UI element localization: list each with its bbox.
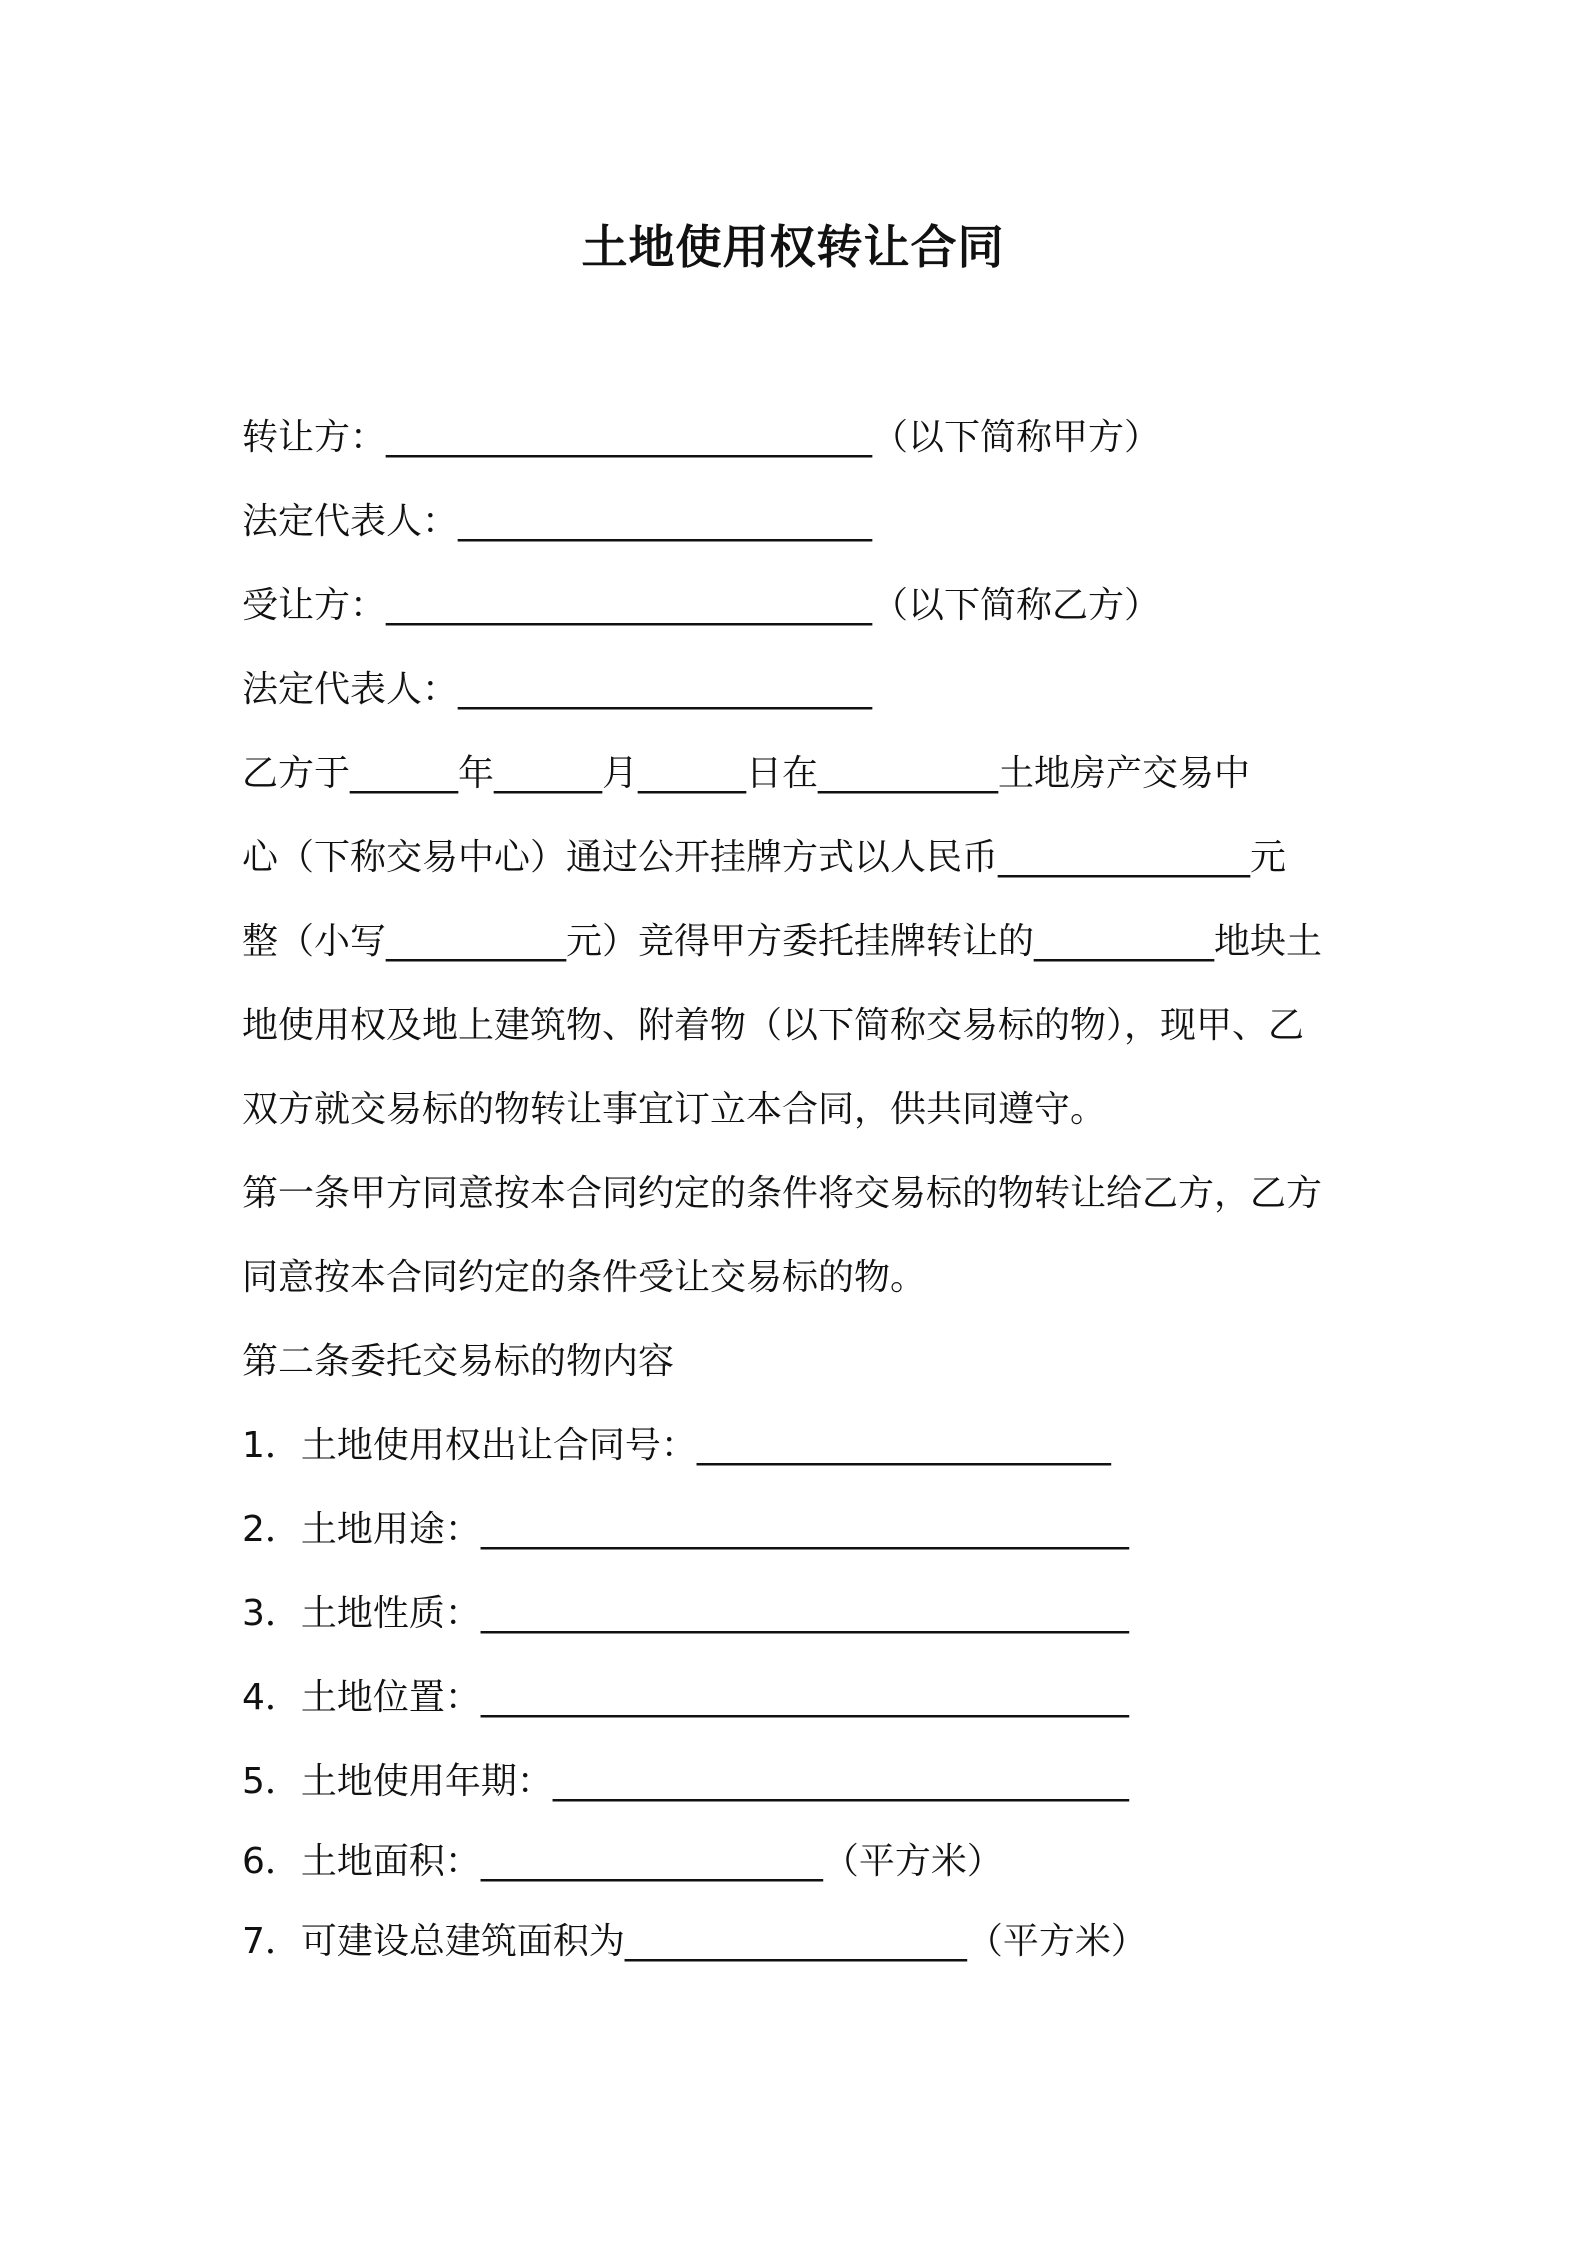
- item-5-land-term: 5．土地使用年期：________________________________: [242, 1761, 1129, 1802]
- preamble-line-1: 乙方于______年______月______日在__________土地房产交易中: [242, 753, 1251, 794]
- article-2-heading: 第二条委托交易标的物内容: [242, 1341, 675, 1382]
- item-6-land-area: 6．土地面积：___________________（平方米）: [242, 1841, 1003, 1882]
- item-3-land-nature: 3．土地性质：____________________________________: [242, 1593, 1129, 1634]
- item-2-land-use: 2．土地用途：____________________________________: [242, 1509, 1129, 1550]
- article-1-line-1: 第一条甲方同意按本合同约定的条件将交易标的物转让给乙方，乙方: [242, 1173, 1323, 1214]
- preamble-line-5: 双方就交易标的物转让事宜订立本合同，供共同遵守。: [242, 1089, 1107, 1130]
- item-1-contract-number: 1．土地使用权出让合同号：_______________________: [242, 1425, 1111, 1466]
- transferee-line: 受让方：___________________________（以下简称乙方）: [242, 585, 1161, 626]
- transferor-line: 转让方：___________________________（以下简称甲方）: [242, 417, 1161, 458]
- item-7-building-area: 7．可建设总建筑面积为___________________（平方米）: [242, 1921, 1147, 1962]
- preamble-line-2: 心（下称交易中心）通过公开挂牌方式以人民币______________元: [242, 837, 1287, 878]
- document-title: 土地使用权转让合同: [581, 220, 1005, 274]
- article-1-line-2: 同意按本合同约定的条件受让交易标的物。: [242, 1257, 927, 1298]
- preamble-line-4: 地使用权及地上建筑物、附着物（以下简称交易标的物），现甲、乙: [242, 1005, 1305, 1046]
- transferee-representative-line: 法定代表人：_______________________: [242, 669, 873, 710]
- transferor-representative-line: 法定代表人：_______________________: [242, 501, 873, 542]
- item-4-land-location: 4．土地位置：____________________________________: [242, 1677, 1129, 1718]
- preamble-line-3: 整（小写__________元）竞得甲方委托挂牌转让的__________地块土: [242, 921, 1323, 962]
